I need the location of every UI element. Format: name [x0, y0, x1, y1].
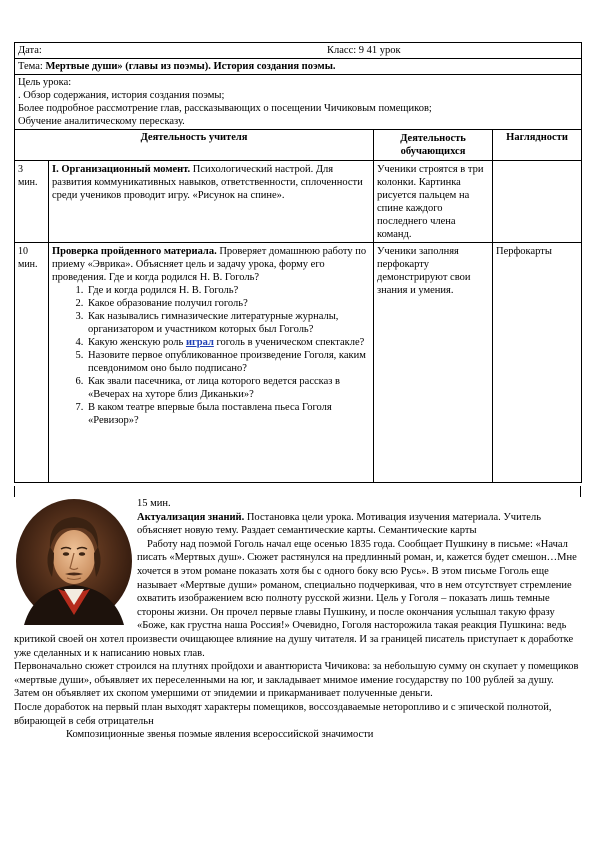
section-time: 15 мин. — [137, 498, 171, 509]
goal-item: Обучение аналитическому пересказу. — [18, 116, 185, 127]
theme-row — [15, 59, 582, 75]
class-label: Класс: 9 41 урок — [327, 45, 401, 56]
question-item — [86, 336, 370, 349]
row-visuals-cell — [493, 161, 582, 243]
section-intro-text: Постановка цели урока. Мотивация изучения материала. Учитель объясняет новую тему. Раздает семантические карты. Семантические карты — [137, 511, 541, 537]
row-homework-check — [15, 243, 582, 483]
question-text: гоголь в ученическом спектакле? — [213, 337, 365, 348]
question-item: 5. Назовите первое опубликованное произведение Гоголя, каким псевдонимом оно было подписано? — [86, 349, 370, 375]
students-column-header: Деятельность обучающихся — [374, 130, 493, 161]
visuals-column-header: Наглядности — [493, 130, 582, 161]
table-tail-line — [580, 486, 581, 497]
paragraph-text: Работу над поэмой Гоголь начал еще осенью 1835 года. Сообщает Пушкину в письме: «Начал писать «Мертвых душ». Сюжет растянулся на предлинный роман, и, кажется будет смешон…Мне хочется в этом романе показать хотя бы с одного боку всю Русь». В этом письме Гоголь еще называет «Мертвые души» романом, специально подчеркивая, что в нем отсутствует стремление охватить изображением всю полноту русской жизни. Цель у Гоголя – показать лишь темные стороны жизни. Он прочел первые главы Пушкину, и после окончания услышал такую фразу «Боже, как грустна наша Россия!» Очевидно, Гоголя насторожила такая реакция Пушкина: ведь критикой своей он хотел произвести очищающее влияние на душу читателя. И за границей писатель приступает к доработке уже сделанных и к написанию новых глав. — [14, 538, 577, 659]
paragraph-text: Композиционные звенья поэмые явления всероссийской значимости — [66, 729, 374, 741]
theme-label: Тема: — [18, 61, 46, 72]
teacher-column-header: Деятельность учителя — [15, 130, 374, 161]
section-paragraph: После доработок на первый план выходят характеры помещиков, воссоздаваемые неторопливо и с эпической полнотой, вбирающей в себя отрицательн — [14, 701, 552, 727]
row-teacher-cell — [49, 243, 374, 483]
row-text: Психологический настрой. Для развития коммуникативных навыков, ответственности, сплоченности среди учеников проводит игру. «Рисунок на спине». — [52, 164, 363, 201]
questions-list — [52, 284, 370, 427]
question-item: 6. Как звали пасечника, от лица которого ведется рассказ в «Вечерах на хуторе близ Диканьки»? — [86, 375, 370, 401]
goal-item: . Обзор содержания, история создания поэмы; — [18, 90, 225, 101]
table-tail-line — [14, 486, 15, 497]
theme-text: Мертвые души» (главы из поэмы). История создания поэмы. — [45, 61, 336, 72]
row-students-cell: Ученики строятся в три колонки. Картинка рисуется пальцем на спине каждого последнего члена команд. — [374, 161, 493, 243]
section-paragraph: Первоначально сюжет строился на плутнях пройдохи и авантюриста Чичикова: за небольшую сумму он скупает у помещиков «мертвые души», объявляет их переселенными на юг, и закладывает мнимое имение государству по 100 рублей за душу. Затем он объявляет их скопом умершими от эпидемии и прикарманивает полученные деньги. — [14, 661, 579, 700]
lesson-table — [14, 42, 582, 483]
row-time: 10 мин. — [15, 243, 49, 483]
date-row — [15, 43, 582, 59]
actualization-section — [14, 497, 581, 742]
lesson-plan — [14, 42, 581, 483]
section-title: Актуализация знаний. — [137, 511, 245, 523]
gogol-portrait — [14, 497, 134, 625]
row-organizational — [15, 161, 582, 243]
columns-header-row — [15, 130, 582, 161]
section-paragraph — [14, 728, 581, 742]
question-item: 1. Где и когда родился Н. В. Гоголь? — [86, 284, 370, 297]
question-link[interactable]: играл — [185, 337, 214, 348]
goal-item: Более подробное рассмотрение глав, рассказывающих о посещении Чичиковым помещиков; — [18, 103, 432, 114]
row-visuals-cell: Перфокарты — [493, 243, 582, 483]
question-item: 2. Какое образование получил гоголь? — [86, 297, 370, 310]
question-item: 7. В каком театре впервые была поставлена пьеса Гоголя «Ревизор»? — [86, 401, 370, 427]
row-time: 3 мин. — [15, 161, 49, 243]
row-title: I. Организационный момент. — [52, 164, 191, 175]
date-label: Дата: — [18, 45, 42, 56]
row-students-cell: Ученики заполняя перфокарту демонстрируют свои знания и умения. — [374, 243, 493, 483]
row-text: Проверяет домашнюю работу по приему «Эврика». Объясняет цель и задачу урока, форму его проведения. Где и когда родился Н. В. Гоголь? — [52, 246, 367, 283]
row-title: Проверка пройденного материала. — [52, 246, 217, 257]
question-text: Какую женскую роль — [88, 337, 186, 348]
question-item: 3. Как назывались гимназические литературные журналы, организатором и участником которых был Гоголь? — [86, 310, 370, 336]
goal-row — [15, 75, 582, 130]
goal-label: Цель урока: — [18, 77, 72, 88]
row-teacher-cell — [49, 161, 374, 243]
